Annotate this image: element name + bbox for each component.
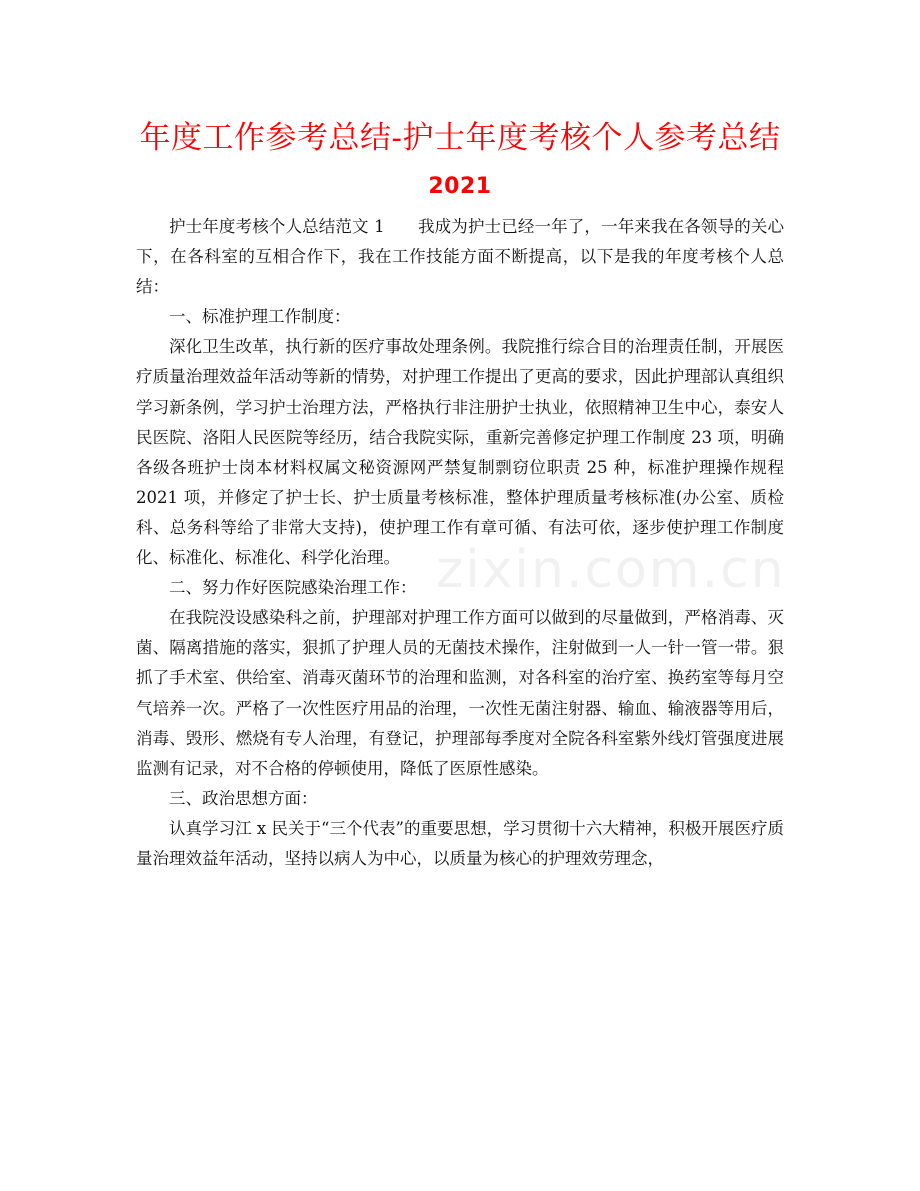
section-heading-2: 二、努力作好医院感染治理工作：	[169, 578, 417, 598]
document-body	[136, 212, 784, 874]
document-title: 年度工作参考总结-护士年度考核个人参考总结	[139, 120, 781, 156]
paragraph-section-3: 认真学习江 x 民关于“三个代表”的重要思想，学习贯彻十六大精神，积极开展医疗质量治理效益年活动，坚持以病人为中心，以质量为核心的护理效劳理念，	[136, 818, 784, 868]
section-heading-1: 一、标准护理工作制度：	[169, 307, 351, 327]
watermark: zixin.com.cn	[436, 540, 786, 600]
section-heading-3: 三、政治思想方面：	[169, 788, 318, 808]
paragraph-section-2: 在我院没设感染科之前，护理部对护理工作方面可以做到的尽量做到，严格消毒、灭菌、隔离措施的落实，狠抓了护理人员的无菌技术操作，注射做到一人一针一管一带。狠抓了手术室、供给室、消毒灭菌环节的治理和监测，对各科室的治疗室、换药室等每月空气培养一次。严格了一次性医疗用品的治理，一次性无菌注射器、输血、输液器等用后，消毒、毁形、燃烧有专人治理，有登记，护理部每季度对全院各科室紫外线灯管强度进展监测有记录，对不合格的停顿使用，降低了医原性感染。	[136, 608, 784, 778]
document-title-year: 2021	[428, 174, 492, 199]
paragraph-section-1: 深化卫生改革，执行新的医疗事故处理条例。我院推行综合目的治理责任制，开展医疗质量治理效益年活动等新的情势，对护理工作提出了更高的要求，因此护理部认真组织学习新条例，学习护士治理方法，严格执行非注册护士执业，依照精神卫生中心，泰安人民医院、洛阳人民医院等经历，结合我院实际，重新完善修定护理工作制度 23 项，明确各级各班护士岗本材料权属文秘资源网严禁复制剽窃位职责 25 种，标准护理操作规程 2021 项，并修定了护士长、护士质量考核标准，整体护理质量考核标准(办公室、质检科、总务科等给了非常大支持)，使护理工作有章可循、有法可依，逐步使护理工作制度化、标准化、标准化、科学化治理。	[136, 337, 784, 568]
paragraph-intro: 护士年度考核个人总结范文 1 我成为护士已经一年了，一年来我在各领导的关心下，在各科室的互相合作下，我在工作技能方面不断提高，以下是我的年度考核个人总结：	[136, 217, 784, 297]
